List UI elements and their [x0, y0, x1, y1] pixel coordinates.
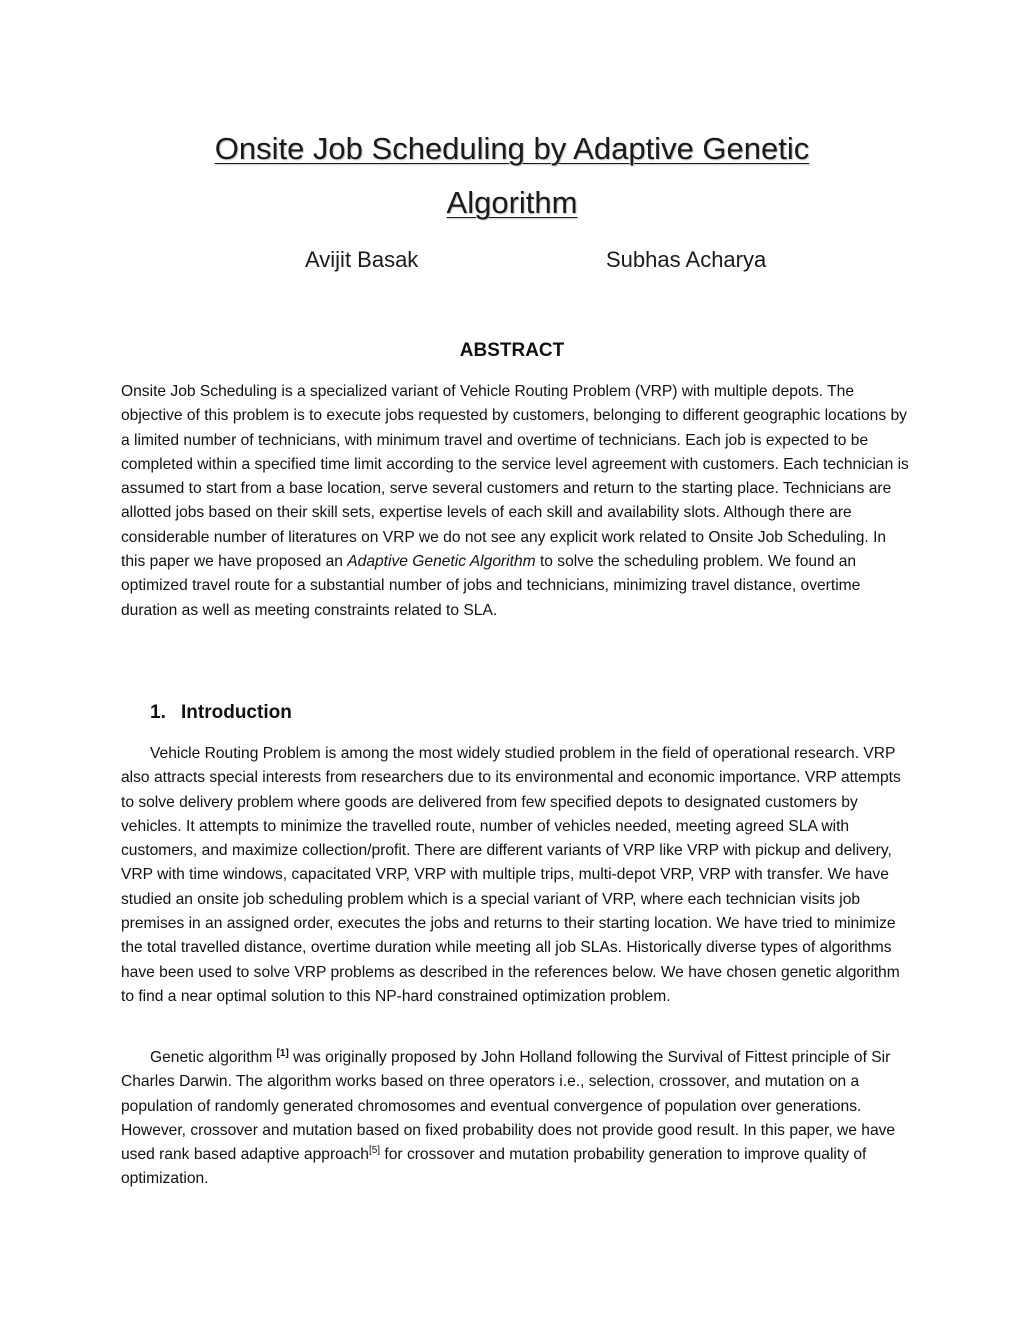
introduction-paragraph-1: Vehicle Routing Problem is among the most widely studied problem in the field of operational research. VRP also attracts special interests from researchers due to its environmental and economic importance. VRP attempts to solve delivery problem where goods are delivered from few specified depots to designated customers by vehicles. It attempts to minimize the travelled route, number of vehicles needed, meeting agreed SLA with customers, and maximize collection/profit. There are different variants of VRP like VRP with pickup and delivery, VRP with time windows, capacitated VRP, VRP with multiple trips, multi-depot VRP, VRP with transfer. We have studied an onsite job scheduling problem which is a special variant of VRP, where each technician visits job premises in an assigned order, executes the jobs and returns to their starting location. We have tried to minimize the total travelled distance, overtime duration while meeting all job SLAs. Historically diverse types of algorithms have been used to solve VRP problems as described in the references below. We have chosen genetic algorithm to find a near optimal solution to this NP-hard constrained optimization problem.: [121, 745, 901, 1005]
abstract-paragraph: [121, 380, 911, 623]
paragraph-text: Genetic algorithm: [150, 1049, 277, 1066]
author-name: Subhas Acharya: [606, 247, 767, 272]
section-heading-introduction: [150, 700, 292, 726]
introduction-paragraph-2: [121, 1046, 911, 1192]
section-number: 1.: [150, 702, 166, 723]
abstract-text-start: Onsite Job Scheduling is a specialized variant of Vehicle Routing Problem (VRP) with multiple depots. The objective of this problem is to execute jobs requested by customers, belonging to different geographic locations by a limited number of technicians, with minimum travel and overtime of technicians. Each job is expected to be completed within a specified time limit according to the service level agreement with customers. Each technician is assumed to start from a base location, serve several customers and return to the starting place. Technicians are allotted jobs based on their skill sets, expertise levels of each skill and availability slots. Although there are considerable number of literatures on VRP we do not see any explicit work related to Onsite Job Scheduling. In this paper we have proposed an: [121, 383, 909, 571]
abstract-emphasis: Adaptive Genetic Algorithm: [347, 553, 536, 571]
title-line-1: Onsite Job Scheduling by Adaptive Genetic: [214, 131, 810, 166]
citation-reference: [5]: [368, 1145, 381, 1156]
abstract-heading: ABSTRACT: [459, 340, 565, 361]
title-line-2: Algorithm: [446, 185, 578, 220]
paragraph-text: was originally proposed by John Holland following the Survival of Fittest principle of Sir Charles Darwin. The algorithm works based on three operators i.e., selection, crossover, and mutation on a population of randomly generated chromosomes and eventual convergence of population over generations. However, crossover and mutation based on fixed probability does not provide good result. In this paper, we have used rank based adaptive approach: [121, 1049, 896, 1164]
citation-reference: [1]: [276, 1047, 289, 1059]
paragraph-text: for crossover and mutation probability generation to improve quality of optimization.: [121, 1146, 867, 1188]
paper-title: [0, 122, 1024, 230]
section-title: Introduction: [181, 702, 292, 723]
abstract-text-end: to solve the scheduling problem. We found an optimized travel route for a substantial number of jobs and technicians, minimizing travel distance, overtime duration as well as meeting constraints related to SLA.: [121, 553, 861, 619]
author-name: Avijit Basak: [305, 247, 419, 272]
